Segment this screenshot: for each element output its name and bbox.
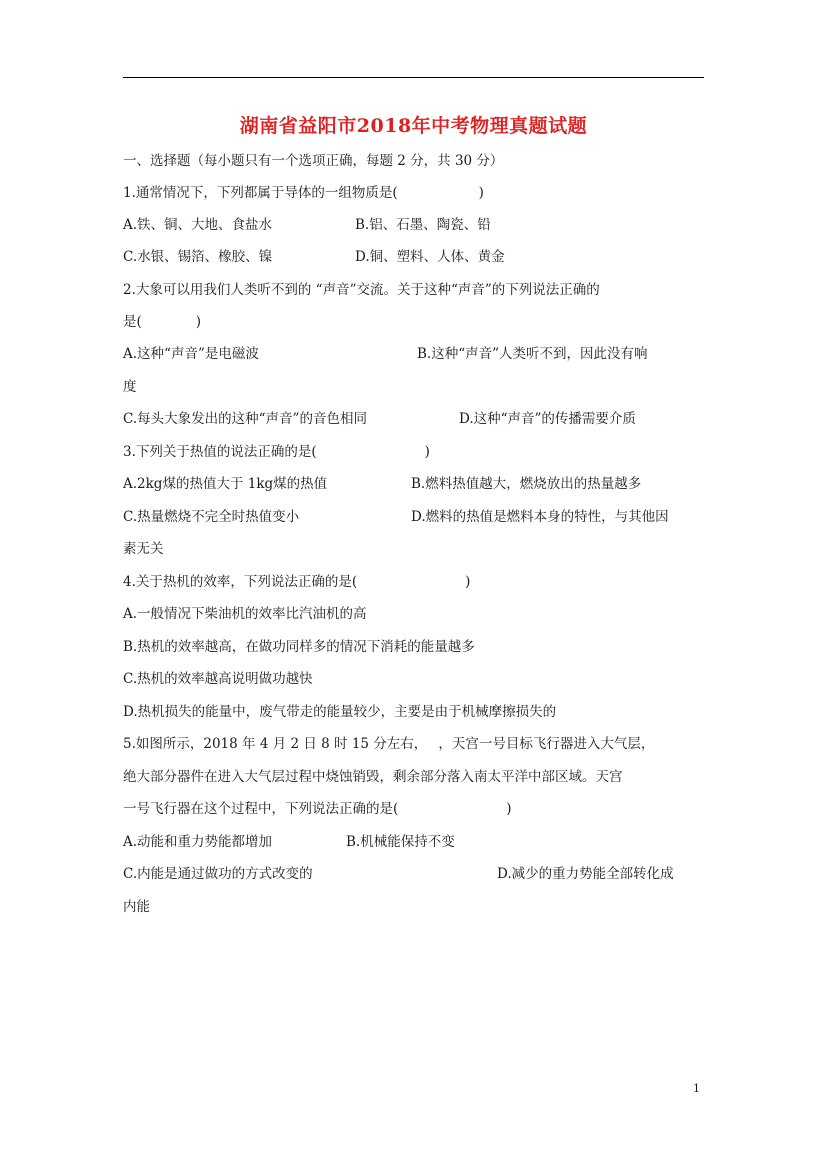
header-rule [123,77,704,78]
page-number: 1 [693,1082,700,1095]
q2-option-d: D.这种“声音”的传播需要介质 [459,411,636,427]
q1-option-b: B.铝、石墨、陶瓷、铅 [355,217,491,233]
q3-option-b: B.燃料热值越大，燃烧放出的热量越多 [411,476,642,492]
q4-stem: 4.关于热机的效率，下列说法正确的是( ) [123,574,471,590]
q3-option-d-cont: 素无关 [123,541,164,557]
q4-option-d: D.热机损失的能量中，废气带走的能量较少，主要是由于机械摩擦损失的 [123,704,557,720]
q3-option-a: A.2kg煤的热值大于 1kg煤的热值 [123,476,328,492]
q1-option-c: C.水银、锡箔、橡胶、镍 [123,249,273,265]
q3-option-c: C.热量燃烧不完全时热值变小 [123,509,300,525]
q5-stem-line1: 5.如图所示，2018 年 4 月 2 日 8 时 15 分左右， ，天宫一号目标飞行器进入大气层， [123,736,655,752]
q2-option-b: B.这种“声音”人类听不到，因此没有响 [417,346,648,362]
q4-option-c: C.热机的效率越高说明做功越快 [123,671,313,687]
q2-option-a: A.这种“声音”是电磁波 [123,346,259,362]
section-heading: 一、选择题（每小题只有一个选项正确，每题 2 分，共 30 分） [123,153,504,169]
q1-option-a: A.铁、铜、大地、食盐水 [123,217,273,233]
q5-stem-line2: 绝大部分器件在进入大气层过程中烧蚀销毁，剩余部分落入南太平洋中部区域。天宫 [123,769,623,785]
q5-option-d: D.减少的重力势能全部转化成 [497,866,674,882]
q4-option-b: B.热机的效率越高，在做功同样多的情况下消耗的能量越多 [123,639,475,655]
q2-stem-line1: 2.大象可以用我们人类听不到的 “声音”交流。关于这种“声音”的下列说法正确的 [123,282,600,298]
q5-option-b: B.机械能保持不变 [346,834,455,850]
q1-stem: 1.通常情况下，下列都属于导体的一组物质是( ) [123,185,484,201]
q3-option-d: D.燃料的热值是燃料本身的特性，与其他因 [411,509,669,525]
q1-option-d: D.铜、塑料、人体、黄金 [355,249,505,265]
page-title: 湖南省益阳市2018年中考物理真题试题 [239,115,588,137]
q5-stem-line3: 一号飞行器在这个过程中，下列说法正确的是( ) [123,801,512,817]
q5-option-a: A.动能和重力势能都增加 [123,834,273,850]
q3-stem: 3.下列关于热值的说法正确的是( ) [123,444,430,460]
q2-option-c: C.每头大象发出的这种“声音”的音色相同 [123,411,367,427]
q4-option-a: A.一般情况下柴油机的效率比汽油机的高 [123,606,367,622]
q5-option-c: C.内能是通过做功的方式改变的 [123,866,313,882]
q5-option-d-cont: 内能 [123,899,150,915]
q2-stem-line2: 是( ) [123,314,202,330]
q2-option-b-cont: 度 [123,379,137,395]
